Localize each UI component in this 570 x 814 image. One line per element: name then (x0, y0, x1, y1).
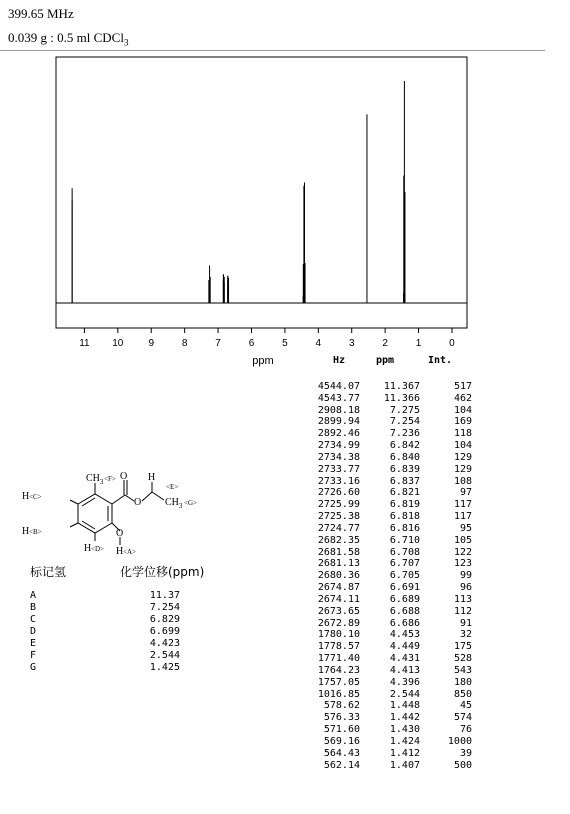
peak-ppm: 6.819 (389, 499, 420, 511)
chemical-shift: 2.544 (149, 650, 180, 661)
peak-row (304, 570, 472, 582)
x-tick-label: 1 (415, 338, 422, 349)
peak-hz: 1016.85 (317, 688, 360, 700)
peak-hz: 571.60 (323, 724, 360, 736)
methyl-label: $CH_3$ (86, 473, 104, 486)
peak-hz: 2673.65 (317, 605, 360, 617)
proton-label: B (30, 602, 37, 613)
x-tick-label: 5 (282, 338, 288, 349)
ha-label: H (116, 546, 124, 557)
peak-row (304, 606, 472, 618)
peak-ppm: 6.816 (389, 522, 420, 534)
peak-ppm: 4.413 (389, 664, 420, 676)
peak-ppm: 6.686 (389, 617, 420, 629)
peak-intensity: 39 (459, 747, 472, 759)
methyl-tag: <F> (104, 475, 116, 483)
assignment-label-heading: 标记氢 (30, 565, 67, 579)
peak-ppm: 6.707 (389, 558, 420, 570)
peak-intensity: 45 (459, 700, 472, 712)
peak-hz: 2681.58 (317, 546, 360, 558)
ring-double-bond (82, 521, 95, 529)
proton-label: G (30, 662, 37, 673)
peak-row (304, 736, 472, 748)
hd-label: H (84, 543, 92, 554)
peak-hz: 2734.99 (317, 440, 360, 452)
proton-label: C (30, 614, 37, 625)
peak-row (304, 452, 472, 464)
peak-row (304, 641, 472, 653)
assignment-row (30, 638, 180, 650)
peak-intensity: 117 (453, 499, 472, 511)
peak-row (304, 476, 472, 488)
hc-label: H (22, 491, 30, 502)
x-axis-ticks (79, 328, 455, 349)
hb-tag: <B> (29, 528, 42, 536)
phenol-oxygen-label: O (116, 528, 124, 539)
peak-hz: 2733.77 (317, 463, 360, 475)
peak-hz: 578.62 (323, 700, 360, 712)
assignment-row (30, 650, 180, 662)
chemical-shift: 7.254 (149, 602, 180, 613)
sample-text: 0.039 g : 0.5 ml CDCl (8, 30, 124, 45)
peak-intensity: 574 (453, 712, 472, 724)
peak-table-header: Int. (427, 355, 453, 366)
peak-row (304, 677, 472, 689)
peak-intensity: 91 (459, 617, 472, 629)
peak-intensity: 122 (453, 546, 472, 558)
peak-ppm: 6.710 (389, 534, 420, 546)
peak-hz: 2733.16 (317, 475, 360, 487)
assignment-table (30, 590, 180, 674)
peak-intensity: 118 (453, 428, 472, 440)
assignment-row (30, 626, 180, 638)
chemical-shift: 6.699 (149, 626, 180, 637)
proton-label: A (30, 590, 37, 601)
peak-ppm: 4.449 (389, 641, 420, 653)
assignment-shift-heading: 化学位移(ppm) (120, 565, 205, 579)
peak-table-header: ppm (375, 355, 395, 366)
peak-intensity: 32 (459, 629, 472, 641)
assignment-row (30, 602, 180, 614)
peak-ppm: 6.840 (389, 451, 420, 463)
peak-intensity: 76 (459, 724, 472, 736)
peak-hz: 1780.10 (317, 629, 360, 641)
x-tick-label: 2 (382, 338, 388, 349)
proton-label: F (30, 650, 37, 661)
peak-ppm: 4.453 (389, 629, 420, 641)
assignment-row (30, 590, 180, 602)
peak-ppm: 4.396 (389, 676, 420, 688)
peak-row (304, 724, 472, 736)
ha-tag: <A> (123, 548, 136, 556)
peak-hz: 569.16 (323, 735, 360, 747)
ester-bond (125, 495, 134, 501)
proton-label: E (30, 638, 37, 649)
peak-hz: 2724.77 (317, 522, 360, 534)
structure-diagram (20, 465, 240, 565)
ester-oxygen-label: O (134, 497, 142, 508)
assignment-row (30, 614, 180, 626)
peak-intensity: 462 (453, 392, 472, 404)
peak-row (304, 582, 472, 594)
peak-intensity: 528 (453, 653, 472, 665)
benzene-ring (78, 494, 112, 533)
ring-double-bond (82, 498, 95, 506)
x-tick-label: 0 (449, 338, 455, 349)
peak-row (304, 748, 472, 760)
peak-intensity: 104 (453, 440, 472, 452)
peak-hz: 1764.23 (317, 664, 360, 676)
peak-ppm: 2.544 (389, 688, 420, 700)
carbonyl-bond (112, 495, 125, 504)
peak-hz: 2681.13 (317, 558, 360, 570)
ring-h-bond (70, 500, 78, 504)
peak-row (304, 665, 472, 677)
peak-ppm: 7.254 (389, 416, 420, 428)
peak-intensity: 104 (453, 404, 472, 416)
peak-row (304, 393, 472, 405)
peak-hz: 2734.38 (317, 451, 360, 463)
peak-hz: 2725.99 (317, 499, 360, 511)
peak-intensity: 123 (453, 558, 472, 570)
peak-intensity: 113 (453, 593, 472, 605)
peak-hz: 2672.89 (317, 617, 360, 629)
peak-intensity: 500 (453, 759, 472, 771)
chemical-shift: 11.37 (149, 590, 180, 601)
peak-ppm: 6.839 (389, 463, 420, 475)
hd-tag: <D> (91, 545, 104, 553)
peak-hz: 1778.57 (317, 641, 360, 653)
peak-row (304, 416, 472, 428)
peak-ppm: 6.837 (389, 475, 420, 487)
sample-subscript: 3 (123, 37, 129, 48)
peak-ppm: 1.430 (389, 724, 420, 736)
peak-ppm: 6.705 (389, 570, 420, 582)
peak-ppm: 6.688 (389, 605, 420, 617)
peak-hz: 564.43 (323, 747, 360, 759)
peak-table-body (304, 381, 472, 771)
x-tick-label: 6 (248, 338, 255, 349)
nmr-spectrum-chart (0, 0, 570, 370)
x-tick-label: 9 (148, 338, 155, 349)
x-tick-label: 4 (315, 338, 322, 349)
peak-ppm: 7.236 (389, 428, 420, 440)
peak-intensity: 108 (453, 475, 472, 487)
assignment-row (30, 662, 180, 674)
peak-hz: 1771.40 (317, 653, 360, 665)
peak-hz: 2674.11 (317, 593, 360, 605)
peak-row (304, 523, 472, 535)
peak-intensity: 129 (453, 463, 472, 475)
ethyl-bond (152, 492, 164, 500)
hc-tag: <C> (29, 493, 42, 501)
ethyl-methyl-tag: <G> (184, 499, 197, 507)
x-tick-label: 10 (112, 338, 124, 349)
peak-ppm: 6.818 (389, 511, 420, 523)
peak-intensity: 129 (453, 451, 472, 463)
ring-h-bond (70, 523, 78, 527)
peak-hz: 2899.94 (317, 416, 360, 428)
peak-row (304, 700, 472, 712)
methylene-h-tag: <E> (166, 483, 179, 491)
ethyl-methyl-label: $CH_3$ (165, 497, 183, 510)
peak-intensity: 1000 (447, 735, 472, 747)
peak-intensity: 850 (453, 688, 472, 700)
x-axis-label: ppm (252, 355, 274, 367)
peak-row (304, 712, 472, 724)
peak-row (304, 558, 472, 570)
x-tick-label: 11 (79, 338, 90, 349)
peak-ppm: 6.691 (389, 582, 420, 594)
spectrometer-frequency: 399.65 MHz (8, 6, 74, 21)
peak-row (304, 594, 472, 606)
peak-row (304, 499, 472, 511)
methylene-h-label: H (148, 472, 156, 483)
peak-ppm: 6.708 (389, 546, 420, 558)
peak-row (304, 547, 472, 559)
peak-ppm: 6.821 (389, 487, 420, 499)
peak-row (304, 405, 472, 417)
peak-table (304, 381, 472, 771)
peak-hz: 2682.35 (317, 534, 360, 546)
peak-ppm: 1.424 (389, 735, 420, 747)
peak-hz: 2725.38 (317, 511, 360, 523)
peak-intensity: 112 (453, 605, 472, 617)
peak-ppm: 1.412 (389, 747, 420, 759)
ester-bond (142, 492, 152, 501)
peak-row (304, 653, 472, 665)
x-tick-label: 3 (348, 338, 355, 349)
peak-hz: 576.33 (323, 712, 360, 724)
chemical-shift: 1.425 (149, 662, 180, 673)
peak-row (304, 487, 472, 499)
proton-label: D (30, 626, 37, 637)
peak-intensity: 180 (453, 676, 472, 688)
peak-ppm: 4.431 (389, 653, 420, 665)
peak-intensity: 97 (459, 487, 472, 499)
peak-hz: 2674.87 (317, 582, 360, 594)
carbonyl-oxygen-label: O (120, 471, 128, 482)
peak-hz: 562.14 (323, 759, 360, 771)
x-tick-label: 7 (215, 338, 221, 349)
peak-row (304, 629, 472, 641)
peak-row (304, 511, 472, 523)
peak-hz: 2680.36 (317, 570, 360, 582)
peak-hz: 2726.60 (317, 487, 360, 499)
x-tick-label: 8 (181, 338, 188, 349)
peak-ppm: 11.366 (383, 392, 420, 404)
assignment-table-body (30, 590, 180, 674)
peak-lines (72, 81, 405, 303)
peak-ppm: 6.842 (389, 440, 420, 452)
peak-row (304, 381, 472, 393)
peak-row (304, 760, 472, 772)
peak-hz: 4544.07 (317, 381, 360, 392)
chemical-shift: 6.829 (149, 614, 180, 625)
peak-ppm: 11.367 (383, 381, 420, 392)
peak-intensity: 543 (453, 664, 472, 676)
peak-hz: 4543.77 (317, 392, 360, 404)
peak-ppm: 1.407 (389, 759, 420, 771)
hb-label: H (22, 526, 30, 537)
peak-intensity: 99 (459, 570, 472, 582)
peak-ppm: 1.442 (389, 712, 420, 724)
peak-row (304, 428, 472, 440)
peak-intensity: 96 (459, 582, 472, 594)
peak-intensity: 517 (453, 381, 472, 392)
peak-ppm: 7.275 (389, 404, 420, 416)
peak-hz: 1757.05 (317, 676, 360, 688)
peak-row (304, 535, 472, 547)
peak-table-header: Hz (332, 355, 346, 366)
peak-intensity: 175 (453, 641, 472, 653)
peak-ppm: 1.448 (389, 700, 420, 712)
peak-hz: 2908.18 (317, 404, 360, 416)
peak-row (304, 618, 472, 630)
peak-intensity: 169 (453, 416, 472, 428)
peak-row (304, 440, 472, 452)
peak-intensity: 95 (459, 522, 472, 534)
peak-row (304, 464, 472, 476)
chemical-shift: 4.423 (149, 638, 180, 649)
peak-intensity: 117 (453, 511, 472, 523)
peak-row (304, 689, 472, 701)
peak-intensity: 105 (453, 534, 472, 546)
peak-hz: 2892.46 (317, 428, 360, 440)
peak-ppm: 6.689 (389, 593, 420, 605)
